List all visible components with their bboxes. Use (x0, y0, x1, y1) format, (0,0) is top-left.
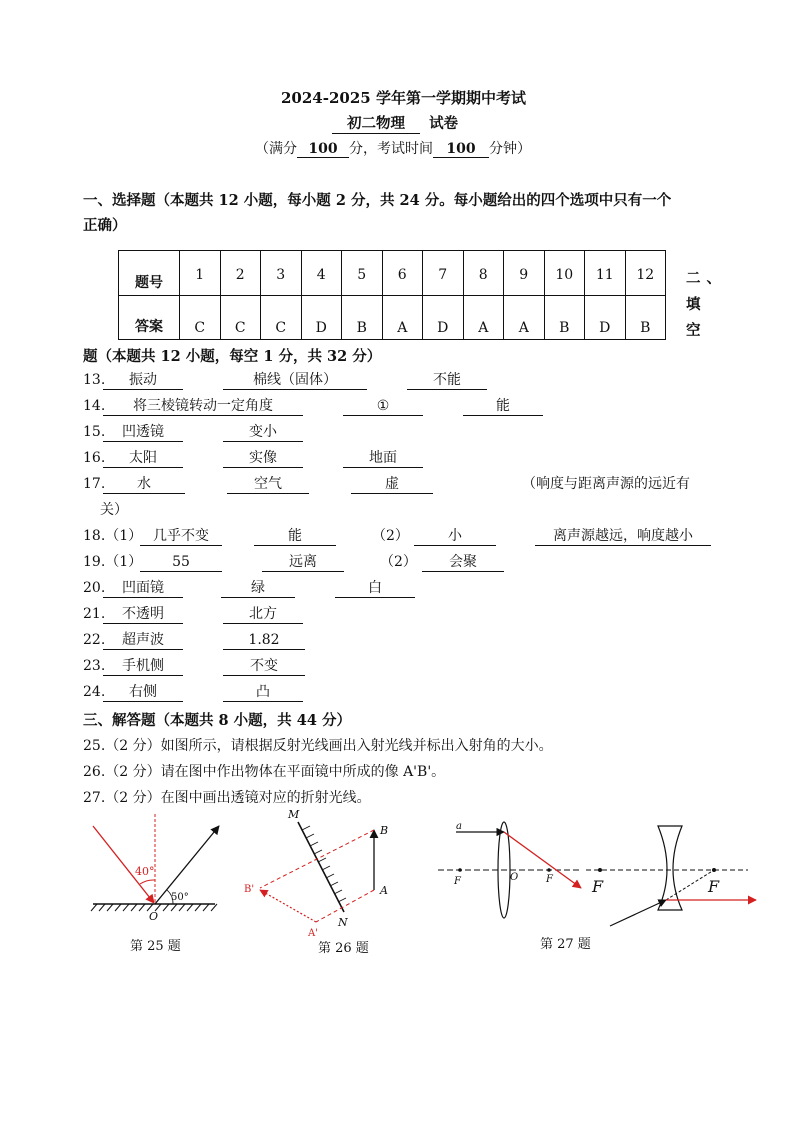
answer-cell: C (220, 296, 261, 340)
q18-answer-3: 小 (414, 527, 496, 546)
section2-title-part2: 填 (686, 296, 701, 313)
q24-answer-1: 右侧 (103, 683, 183, 702)
question-number: 5 (342, 251, 383, 296)
q14-answer-3: 能 (463, 397, 543, 416)
answer-row (119, 296, 666, 340)
q19-number: 19.（1） (83, 554, 143, 570)
exam-meta (255, 138, 531, 158)
q20-answer-1: 凹面镜 (103, 579, 183, 598)
q16-answer-3: 地面 (343, 449, 423, 468)
focus-left-dot (458, 868, 462, 872)
q25-prompt: 25.（2 分）如图所示，请根据反射光线画出入射光线并标出入射角的大小。 (83, 738, 553, 754)
answer-cell: D (585, 296, 626, 340)
incident-angle-label: 40° (135, 865, 155, 878)
q13-number: 13. (83, 372, 106, 388)
q17-note: （响度与距离声源的远近有 (522, 476, 690, 492)
image-a2b2 (260, 890, 316, 922)
q15-answer-1: 凹透镜 (103, 423, 183, 442)
q17-note-cont: 关） (100, 502, 128, 518)
question-number: 8 (463, 251, 504, 296)
answer-cell: D (301, 296, 342, 340)
subject-line (332, 112, 458, 134)
question-number: 11 (585, 251, 626, 296)
q18-answer-1: 几乎不变 (140, 527, 222, 546)
section2-title-part3: 空 (686, 322, 701, 339)
question-number: 2 (220, 251, 261, 296)
answer-cell: C (180, 296, 221, 340)
q21-number: 21. (83, 606, 106, 622)
focus-right-label: F (546, 874, 553, 885)
q24-answer-2: 凸 (223, 683, 303, 702)
q16-number: 16. (83, 450, 106, 466)
point-a-image-label: A' (308, 928, 318, 938)
plane-mirror-hatching (302, 826, 346, 902)
q20-number: 20. (83, 580, 106, 596)
figure-26-diagram (240, 808, 400, 938)
answer-cell: A (382, 296, 423, 340)
q14-answer-2: ① (343, 397, 423, 416)
q13-answer-2: 棉线（固体） (223, 371, 367, 390)
section1-title: 一、选择题（本题共 12 小题，每小题 2 分，共 24 分。每小题给出的四个选项中只有一个 (83, 192, 672, 209)
q23-number: 23. (83, 658, 106, 674)
question-number: 4 (301, 251, 342, 296)
q22-answer-2: 1.82 (223, 631, 305, 650)
exam-title: 2024-2025 学年第一学期期中考试 (281, 89, 526, 107)
question-number: 3 (261, 251, 302, 296)
point-a-label: A (380, 884, 388, 897)
ray-toward-focus (610, 900, 666, 926)
q27-prompt: 27.（2 分）在图中画出透镜对应的折射光线。 (83, 790, 371, 806)
concave-focus-left-dot (598, 868, 602, 872)
figure-26-caption: 第 26 题 (318, 941, 369, 956)
answer-cell: C (261, 296, 302, 340)
ray-a-label: a (456, 821, 462, 832)
reflected-angle-label: 50° (171, 892, 189, 903)
section3-title: 三、解答题（本题共 8 小题，共 44 分） (83, 712, 351, 729)
q17-number: 17. (83, 476, 106, 492)
section1-title-cont: 正确） (83, 217, 127, 234)
point-b-label: B (380, 824, 389, 837)
q24-number: 24. (83, 684, 106, 700)
focus-left-label: F (454, 876, 461, 887)
q23-answer-1: 手机侧 (103, 657, 183, 676)
question-number: 1 (180, 251, 221, 296)
q21-answer-2: 北方 (223, 605, 303, 624)
figure-27-caption: 第 27 题 (540, 937, 591, 952)
mirror-end-m: M (288, 808, 300, 821)
q17-answer-3: 虚 (351, 475, 433, 494)
exam-time: 100 (433, 141, 489, 158)
q17-answer-1: 水 (103, 475, 185, 494)
question-number: 6 (382, 251, 423, 296)
q19-answer-1: 55 (140, 553, 222, 572)
question-number-row (119, 251, 666, 296)
concave-focus-left-label: F (592, 877, 604, 896)
question-number: 10 (544, 251, 585, 296)
q13-answer-3: 不能 (407, 371, 487, 390)
figure-25-caption: 第 25 题 (130, 939, 181, 954)
subject-name: 初二物理 (332, 112, 420, 134)
q16-answer-1: 太阳 (103, 449, 183, 468)
q21-answer-1: 不透明 (103, 605, 183, 624)
q18-answer-4: 离声源越远，响度越小 (535, 527, 711, 546)
time-suffix: 分钟） (489, 141, 531, 157)
q20-answer-3: 白 (335, 579, 415, 598)
q22-number: 22. (83, 632, 106, 648)
q18-part2-label: （2） (372, 528, 409, 544)
answer-cell: A (463, 296, 504, 340)
q14-answer-1: 将三棱镜转动一定角度 (103, 397, 303, 416)
concave-lens (658, 826, 682, 910)
plane-mirror (298, 822, 344, 912)
q14-number: 14. (83, 398, 106, 414)
answer-cell: B (625, 296, 666, 340)
score-mid: 分，考试时间 (349, 141, 433, 157)
q17-answer-2: 空气 (227, 475, 309, 494)
q16-answer-2: 实像 (223, 449, 303, 468)
q19-answer-2: 远离 (262, 553, 344, 572)
concave-focus-right-label: F (708, 877, 720, 896)
answer-cell: B (342, 296, 383, 340)
section2-title: 题（本题共 12 小题，每空 1 分，共 32 分） (83, 348, 382, 365)
q22-answer-1: 超声波 (103, 631, 183, 650)
question-number: 12 (625, 251, 666, 296)
q26-prompt: 26.（2 分）请在图中作出物体在平面镜中所成的像 A'B'。 (83, 764, 446, 780)
answer-cell: A (504, 296, 545, 340)
figure-25-diagram (85, 812, 225, 922)
q15-number: 15. (83, 424, 106, 440)
focus-right-dot (547, 868, 551, 872)
q18-number: 18.（1） (83, 528, 143, 544)
answer-cell: B (544, 296, 585, 340)
answer-table (118, 250, 666, 340)
q19-part2-label: （2） (380, 554, 417, 570)
construction-line-b (260, 830, 374, 888)
figure-27-diagram (436, 818, 761, 933)
question-number: 7 (423, 251, 464, 296)
q18-answer-2: 能 (254, 527, 336, 546)
question-number: 9 (504, 251, 545, 296)
q15-answer-2: 变小 (223, 423, 303, 442)
full-score: 100 (297, 141, 349, 158)
row-label-answer: 答案 (119, 296, 180, 340)
q19-answer-3: 会聚 (422, 553, 504, 572)
q23-answer-2: 不变 (223, 657, 305, 676)
paper-label: 试卷 (429, 115, 459, 132)
incident-angle-arc (140, 880, 155, 884)
answer-cell: D (423, 296, 464, 340)
point-b-image-label: B' (244, 884, 255, 895)
row-label-question: 题号 (119, 251, 180, 296)
q20-answer-2: 绿 (221, 579, 295, 598)
section2-title-part1: 二、 (686, 270, 727, 287)
incidence-point-label: O (149, 910, 159, 922)
score-prefix: （满分 (255, 141, 297, 157)
q13-answer-1: 振动 (103, 371, 183, 390)
optical-center-label: O (510, 872, 519, 883)
mirror-end-n: N (338, 916, 348, 929)
